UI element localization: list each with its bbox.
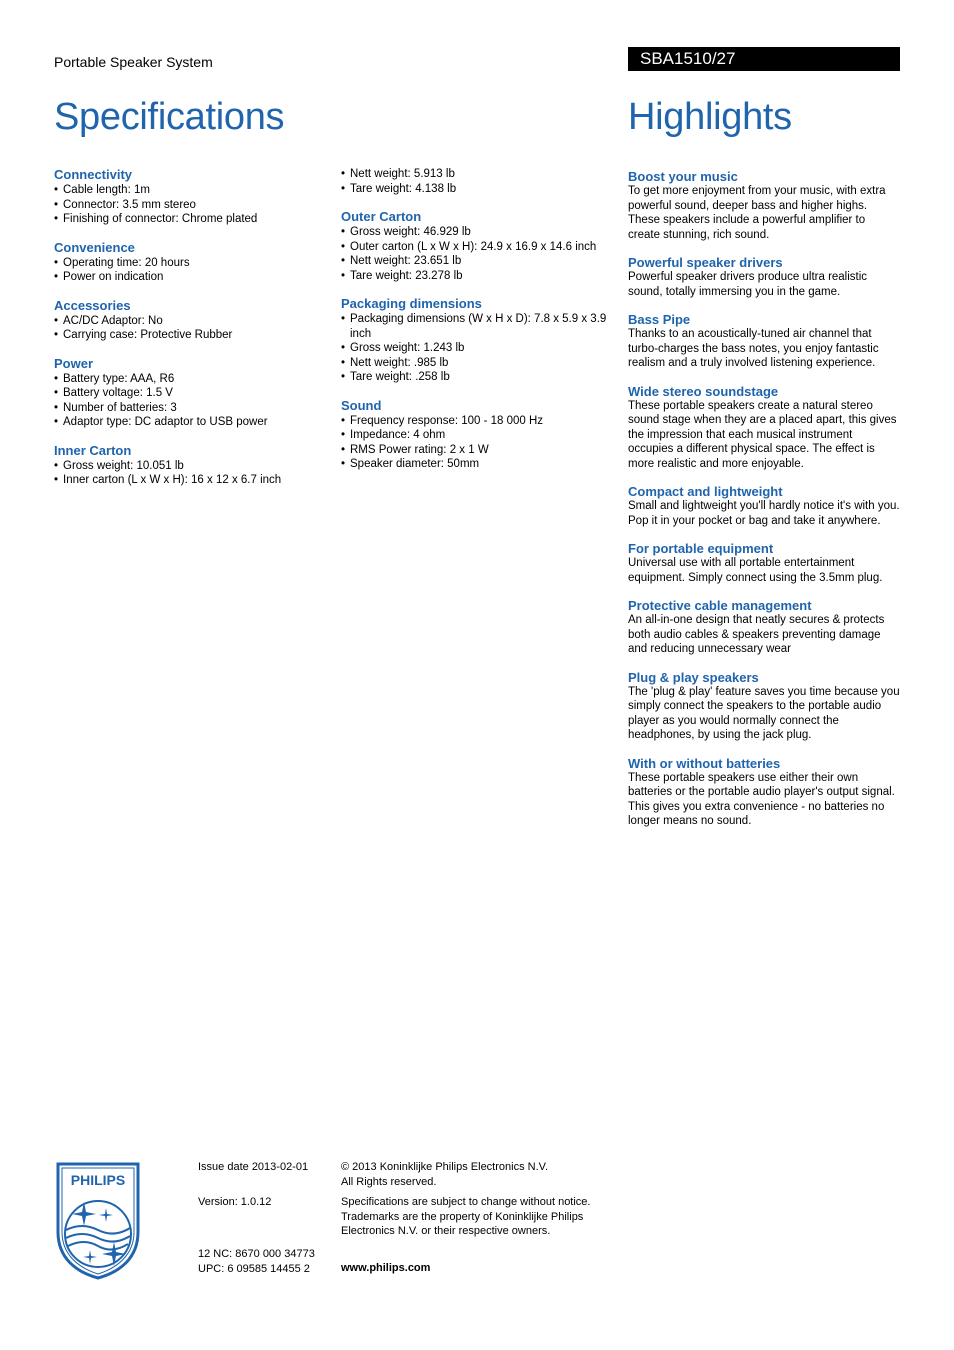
spec-item: • Gross weight: 46.929 lb xyxy=(341,225,621,240)
spec-item: • Number of batteries: 3 xyxy=(54,401,329,416)
copyright-line-2: All Rights reserved. xyxy=(341,1175,437,1188)
spec-section-title: Outer Carton xyxy=(341,209,422,224)
spec-section-title: Sound xyxy=(341,397,382,413)
spec-item: • Cable length: 1m xyxy=(54,183,329,198)
highlight-text: Small and lightweight you'll hardly notice it's with you. Pop it in your pocket or bag and take it anywhere. xyxy=(628,500,900,527)
spec-item: • Carrying case: Protective Rubber xyxy=(54,328,329,343)
model-number-badge: SBA1510/27 xyxy=(628,47,900,71)
spec-item: • Nett weight: .985 lb xyxy=(341,356,621,371)
spec-list xyxy=(54,256,329,285)
version: Version: 1.0.12 xyxy=(198,1196,272,1208)
spec-item: • AC/DC Adaptor: No xyxy=(54,314,329,329)
spec-list xyxy=(54,183,329,227)
spec-list xyxy=(54,314,329,343)
issue-date: Issue date 2013-02-01 xyxy=(198,1161,309,1173)
spec-item: • RMS Power rating: 2 x 1 W xyxy=(341,443,621,458)
spec-section-title: Connectivity xyxy=(54,167,133,182)
highlight-text: These portable speakers create a natural stereo sound stage when they are a placed apart, this gives the impression that each musical instrument occupies a different physical space. The effect is more realistic and more enjoyable. xyxy=(628,399,897,470)
website-link[interactable]: www.philips.com xyxy=(341,1262,431,1274)
highlight-text: Powerful speaker drivers produce ultra realistic sound, totally immersing you in the game. xyxy=(628,271,868,298)
spec-list xyxy=(54,372,329,430)
spec-list xyxy=(54,459,329,488)
logo-wordmark: PHILIPS xyxy=(70,1172,126,1188)
highlight-title: Compact and lightweight xyxy=(628,484,783,499)
legal-notice xyxy=(341,1195,601,1239)
copyright-line-1: © 2013 Koninklijke Philips Electronics N.V. xyxy=(341,1161,549,1173)
page-subtitle: Portable Speaker System xyxy=(54,54,213,70)
notice-line-3: Electronics N.V. or their respective owners. xyxy=(341,1225,551,1237)
spec-list xyxy=(341,414,621,472)
spec-item: • Frequency response: 100 - 18 000 Hz xyxy=(341,414,621,429)
highlight-title: Wide stereo soundstage xyxy=(628,383,779,399)
philips-shield-logo xyxy=(54,1162,142,1280)
highlight-title: Plug & play speakers xyxy=(628,669,759,685)
spec-section-title: Packaging dimensions xyxy=(341,296,482,311)
spec-item: • Inner carton (L x W x H): 16 x 12 x 6.7 inch xyxy=(54,473,329,488)
spec-item: • Nett weight: 23.651 lb xyxy=(341,254,621,269)
highlight-title: Boost your music xyxy=(628,169,738,184)
highlights-column xyxy=(628,167,900,829)
specifications-column-1 xyxy=(54,167,329,488)
notice-line-1: Specifications are subject to change without notice. xyxy=(341,1196,591,1208)
highlight-text: Universal use with all portable entertainment equipment. Simply connect using the 3.5mm plug. xyxy=(628,557,883,584)
highlight-title: For portable equipment xyxy=(628,541,774,556)
specifications-column-2 xyxy=(341,167,621,472)
spec-item: • Packaging dimensions (W x H x D): 7.8 x 5.9 x 3.9 inch xyxy=(341,312,621,341)
spec-item: • Adaptor type: DC adaptor to USB power xyxy=(54,415,329,430)
spec-item: • Gross weight: 1.243 lb xyxy=(341,341,621,356)
spec-item: • Nett weight: 5.913 lb xyxy=(341,167,621,182)
highlight-text: The 'plug & play' feature saves you time because you simply connect the speakers to the portable audio player as you would normally connect the headphones, by using the jack plug. xyxy=(628,685,900,741)
spec-item: • Tare weight: 23.278 lb xyxy=(341,269,621,284)
spec-item: • Connector: 3.5 mm stereo xyxy=(54,198,329,213)
spec-item: • Operating time: 20 hours xyxy=(54,256,329,271)
highlight-title: Powerful speaker drivers xyxy=(628,255,783,270)
nc-code: 12 NC: 8670 000 34773 xyxy=(198,1248,315,1260)
highlight-text: These portable speakers use either their own batteries or the portable audio player's output signal. This gives you extra convenience - no batteries no longer means no sound. xyxy=(628,771,895,827)
product-codes xyxy=(198,1247,315,1276)
spec-section-title: Convenience xyxy=(54,239,135,255)
copyright xyxy=(341,1160,601,1189)
spec-section-title: Accessories xyxy=(54,297,131,313)
spec-item: • Outer carton (L x W x H): 24.9 x 16.9 x 14.6 inch xyxy=(341,240,621,255)
spec-item: • Speaker diameter: 50mm xyxy=(341,457,621,472)
highlight-text: An all-in-one design that neatly secures & protects both audio cables & speakers preventing damage and reducing unnecessary wear xyxy=(628,614,885,655)
highlight-title: Protective cable management xyxy=(628,598,812,613)
spec-item: • Finishing of connector: Chrome plated xyxy=(54,212,329,227)
spec-item: • Battery voltage: 1.5 V xyxy=(54,386,329,401)
spec-item: • Power on indication xyxy=(54,270,329,285)
spec-list xyxy=(341,312,621,385)
notice-line-2: Trademarks are the property of Koninklijke Philips xyxy=(341,1210,584,1223)
spec-list xyxy=(341,167,621,196)
specifications-title: Specifications xyxy=(54,96,285,138)
spec-item: • Gross weight: 10.051 lb xyxy=(54,459,329,474)
upc-code: UPC: 6 09585 14455 2 xyxy=(198,1262,310,1275)
highlight-title: With or without batteries xyxy=(628,755,781,771)
spec-section-title: Power xyxy=(54,355,94,371)
spec-item: • Tare weight: .258 lb xyxy=(341,370,621,385)
spec-item: • Tare weight: 4.138 lb xyxy=(341,182,621,197)
spec-list xyxy=(341,225,621,283)
spec-item: • Battery type: AAA, R6 xyxy=(54,372,329,387)
highlight-text: Thanks to an acoustically-tuned air channel that turbo-charges the bass notes, you enjoy fantastic realism and a truly involved listening experience. xyxy=(628,328,879,369)
highlight-title: Bass Pipe xyxy=(628,312,691,327)
highlights-title: Highlights xyxy=(628,96,792,138)
spec-item: • Impedance: 4 ohm xyxy=(341,428,621,443)
spec-section-title: Inner Carton xyxy=(54,442,132,458)
highlight-text: To get more enjoyment from your music, with extra powerful sound, deeper bass and higher highs. These speakers include a powerful amplifier to create stunning, rich sound. xyxy=(628,185,886,241)
